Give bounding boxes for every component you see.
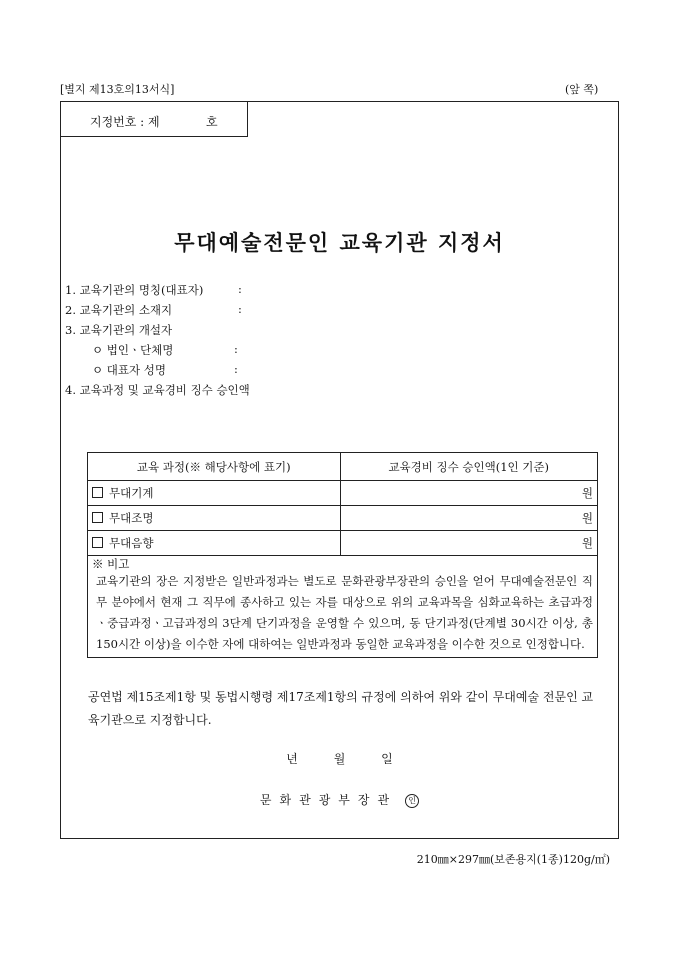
- field-representative-name: ㅇ 대표자 성명: [92, 363, 166, 377]
- registration-label: 지정번호 : 제: [90, 115, 160, 129]
- remarks-title: ※ 비고: [92, 557, 130, 571]
- course-label: 무대기계: [109, 486, 154, 500]
- page-side-label: (앞 쪽): [565, 83, 599, 96]
- field-colon: :: [234, 362, 238, 376]
- course-label: 무대음향: [109, 536, 154, 550]
- course-label: 무대조명: [109, 511, 154, 525]
- date-month: 월: [333, 752, 346, 766]
- checkbox-icon[interactable]: [92, 487, 103, 498]
- remarks-row: [88, 556, 598, 658]
- issuer-name: 문화관광부장관: [259, 793, 398, 807]
- designation-statement: 공연법 제15조제1항 및 동법시행령 제17조제1항의 규정에 의하여 위와 같이 무대예술 전문인 교육기관으로 지정합니다.: [88, 690, 594, 727]
- checkbox-icon[interactable]: [92, 512, 103, 523]
- table-header-row: [88, 453, 598, 481]
- paper-spec: 210㎜×297㎜(보존용지(1종)120g/㎡): [416, 853, 610, 866]
- field-colon: :: [234, 342, 238, 356]
- field-institution-name: 1. 교육기관의 명칭(대표자): [65, 283, 204, 297]
- course-cell: [88, 531, 341, 556]
- field-founder: 3. 교육기관의 개설자: [65, 323, 173, 337]
- field-corporation-name: ㅇ 법인ㆍ단체명: [92, 343, 174, 357]
- field-colon: :: [238, 302, 242, 316]
- document-title: 무대예술전문인 교육기관 지정서: [174, 230, 505, 255]
- date-day: 일: [381, 752, 393, 766]
- checkbox-icon[interactable]: [92, 537, 103, 548]
- course-fee-table: [87, 452, 598, 658]
- remarks-body: 교육기관의 장은 지정받은 일반과정과는 별도로 문화관광부장관의 승인을 얻어 무대예술전문인 직무 분야에서 현재 그 직무에 종사하고 있는 자를 대상으로 위의 교육과목을 심화교육하는 초급과정ㆍ중급과정ㆍ고급과정의 3단계 단기과정을 운영할 수 있으며, 동 단기과정(단계별 30시간 이상, 총 150시간 이상)을 이수한 자에 대하여는 일반과정과 동일한 교육과정을 이수한 것으로 인정합니다.: [96, 574, 593, 651]
- registration-suffix: 호: [206, 115, 218, 129]
- field-courses-and-fees: 4. 교육과정 및 교육경비 징수 승인액: [65, 383, 250, 397]
- remarks-cell: [88, 556, 598, 658]
- course-cell: [88, 506, 341, 531]
- registration-number-box: [60, 101, 248, 137]
- issue-date: [60, 750, 619, 767]
- fee-cell: 원: [340, 506, 598, 531]
- form-number: [별지 제13호의13서식]: [60, 83, 175, 96]
- table-row: [88, 506, 598, 531]
- date-year: 년: [286, 752, 298, 766]
- table-row: [88, 531, 598, 556]
- issuer-block: [60, 791, 619, 808]
- course-cell: [88, 481, 341, 506]
- field-colon: :: [238, 282, 242, 296]
- table-header-fee: 교육경비 징수 승인액(1인 기준): [340, 453, 598, 481]
- seal-icon: 인: [405, 794, 419, 808]
- fee-cell: 원: [340, 531, 598, 556]
- field-institution-address: 2. 교육기관의 소재지: [65, 303, 173, 317]
- table-header-course: 교육 과정(※ 해당사항에 표기): [88, 453, 341, 481]
- table-row: [88, 481, 598, 506]
- fee-cell: 원: [340, 481, 598, 506]
